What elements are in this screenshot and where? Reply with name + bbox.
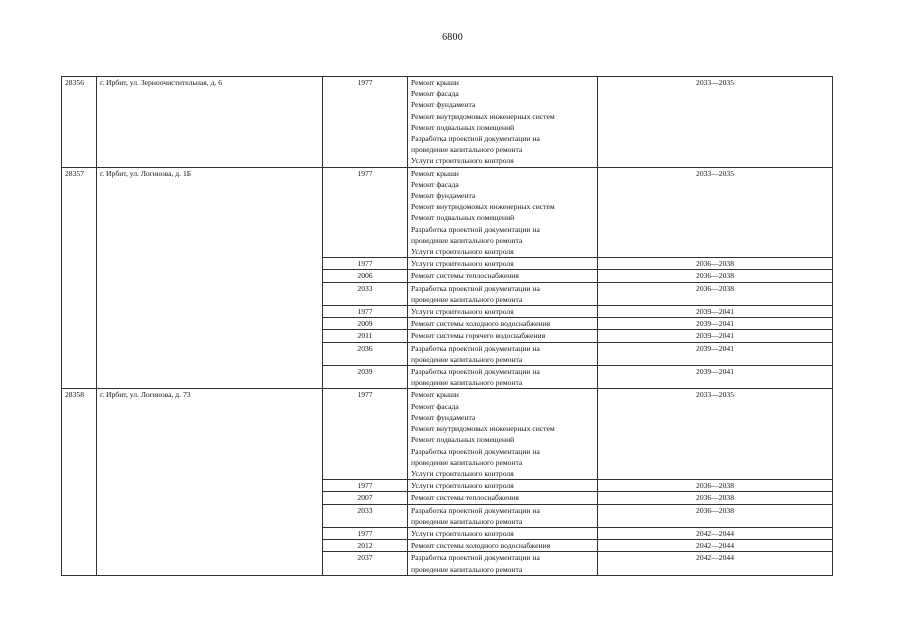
work-line: Ремонт фасада xyxy=(411,401,459,411)
work-line: проведение капитального ремонта xyxy=(411,145,523,155)
year-cell: 1977 xyxy=(323,167,408,258)
object-number-cell: 28357 xyxy=(62,167,97,389)
work-line: Ремонт системы теплоснабжения xyxy=(411,271,519,281)
work-line: Разработка проектной документации на xyxy=(411,134,540,144)
address-cell: г. Ирбит, ул. Логинова, д. 1Б xyxy=(97,167,323,389)
period-cell: 2036—2038 xyxy=(598,282,833,305)
year-cell: 2009 xyxy=(323,318,408,330)
work-line: Ремонт внутридомовых инженерных систем xyxy=(411,111,555,121)
address-cell: г. Ирбит, ул. Зерноочистительная, д. 6 xyxy=(97,77,323,168)
work-line: Ремонт фасада xyxy=(411,179,459,189)
work-line: Ремонт фундамента xyxy=(411,191,476,201)
work-type-cell xyxy=(408,366,598,389)
work-line: Ремонт внутридомовых инженерных систем xyxy=(411,202,555,212)
work-line: проведение капитального ремонта xyxy=(411,516,523,526)
work-type-cell xyxy=(408,527,598,539)
year-cell: 1977 xyxy=(323,306,408,318)
year-cell: 2007 xyxy=(323,492,408,504)
work-type-cell xyxy=(408,258,598,270)
work-line: Разработка проектной документации на xyxy=(411,367,540,377)
period-cell: 2039—2041 xyxy=(598,366,833,389)
object-number-cell: 28356 xyxy=(62,77,97,168)
work-line: Ремонт системы холодного водоснабжения xyxy=(411,319,551,329)
period-cell: 2042—2044 xyxy=(598,527,833,539)
work-line: Услуги строительного контроля xyxy=(411,259,514,269)
period-cell: 2033—2035 xyxy=(598,77,833,168)
work-line: Ремонт системы теплоснабжения xyxy=(411,493,519,503)
work-line: проведение капитального ремонта xyxy=(411,235,523,245)
work-type-cell xyxy=(408,492,598,504)
period-cell: 2036—2038 xyxy=(598,504,833,527)
table-row xyxy=(62,167,833,258)
work-line: Ремонт системы горячего водоснабжения xyxy=(411,331,546,341)
work-line: Разработка проектной документации на xyxy=(411,283,540,293)
work-line: проведение капитального ремонта xyxy=(411,294,523,304)
period-cell: 2036—2038 xyxy=(598,270,833,282)
period-cell: 2039—2041 xyxy=(598,306,833,318)
year-cell: 2006 xyxy=(323,270,408,282)
period-cell: 2039—2041 xyxy=(598,330,833,342)
year-cell: 1977 xyxy=(323,389,408,480)
work-line: проведение капитального ремонта xyxy=(411,354,523,364)
year-cell: 2033 xyxy=(323,504,408,527)
address-cell: г. Ирбит, ул. Логинова, д. 73 xyxy=(97,389,323,575)
work-line: Ремонт крыши xyxy=(411,78,459,87)
work-line: Услуги строительного контроля xyxy=(411,156,514,166)
table-row xyxy=(62,77,833,168)
period-cell: 2033—2035 xyxy=(598,389,833,480)
work-type-cell xyxy=(408,306,598,318)
year-cell: 1977 xyxy=(323,527,408,539)
table-row xyxy=(62,389,833,480)
work-type-cell xyxy=(408,504,598,527)
work-type-cell xyxy=(408,480,598,492)
year-cell: 1977 xyxy=(323,480,408,492)
period-cell: 2042—2044 xyxy=(598,540,833,552)
work-line: Услуги строительного контроля xyxy=(411,468,514,478)
year-cell: 2011 xyxy=(323,330,408,342)
work-line: Услуги строительного контроля xyxy=(411,247,514,257)
table-body xyxy=(62,77,833,576)
work-type-cell xyxy=(408,282,598,305)
work-line: Ремонт подвальных помещений xyxy=(411,122,515,132)
work-type-cell xyxy=(408,167,598,258)
period-cell: 2033—2035 xyxy=(598,167,833,258)
work-line: Ремонт подвальных помещений xyxy=(411,435,515,445)
work-type-cell xyxy=(408,540,598,552)
work-line: Ремонт фасада xyxy=(411,89,459,99)
year-cell: 1977 xyxy=(323,77,408,168)
work-line: Разработка проектной документации на xyxy=(411,505,540,515)
capital-repair-table xyxy=(61,76,833,576)
work-type-cell xyxy=(408,270,598,282)
work-line: Услуги строительного контроля xyxy=(411,528,514,538)
work-line: Ремонт системы холодного водоснабжения xyxy=(411,541,551,551)
period-cell: 2036—2038 xyxy=(598,480,833,492)
work-type-cell xyxy=(408,389,598,480)
work-type-cell xyxy=(408,342,598,365)
year-cell: 2033 xyxy=(323,282,408,305)
work-line: Ремонт фундамента xyxy=(411,100,476,110)
work-line: проведение капитального ремонта xyxy=(411,457,523,467)
work-line: Разработка проектной документации на xyxy=(411,446,540,456)
work-line: проведение капитального ремонта xyxy=(411,378,523,388)
work-line: Ремонт фундамента xyxy=(411,412,476,422)
work-line: Разработка проектной документации на xyxy=(411,553,540,563)
year-cell: 2037 xyxy=(323,552,408,575)
work-type-cell xyxy=(408,552,598,575)
work-type-cell xyxy=(408,318,598,330)
work-line: Ремонт крыши xyxy=(411,390,459,400)
period-cell: 2039—2041 xyxy=(598,342,833,365)
work-type-cell xyxy=(408,330,598,342)
work-type-cell xyxy=(408,77,598,168)
work-line: Ремонт подвальных помещений xyxy=(411,213,515,223)
page-number: 6800 xyxy=(442,32,463,43)
work-line: Ремонт внутридомовых инженерных систем xyxy=(411,424,555,434)
year-cell: 1977 xyxy=(323,258,408,270)
object-number-cell: 28358 xyxy=(62,389,97,575)
year-cell: 2012 xyxy=(323,540,408,552)
period-cell: 2036—2038 xyxy=(598,492,833,504)
period-cell: 2042—2044 xyxy=(598,552,833,575)
year-cell: 2039 xyxy=(323,366,408,389)
work-line: Услуги строительного контроля xyxy=(411,481,514,491)
year-cell: 2036 xyxy=(323,342,408,365)
work-line: Услуги строительного контроля xyxy=(411,307,514,317)
work-line: Ремонт крыши xyxy=(411,168,459,178)
period-cell: 2036—2038 xyxy=(598,258,833,270)
work-line: Разработка проектной документации на xyxy=(411,343,540,353)
work-line: Разработка проектной документации на xyxy=(411,224,540,234)
period-cell: 2039—2041 xyxy=(598,318,833,330)
work-line: проведение капитального ремонта xyxy=(411,564,523,574)
